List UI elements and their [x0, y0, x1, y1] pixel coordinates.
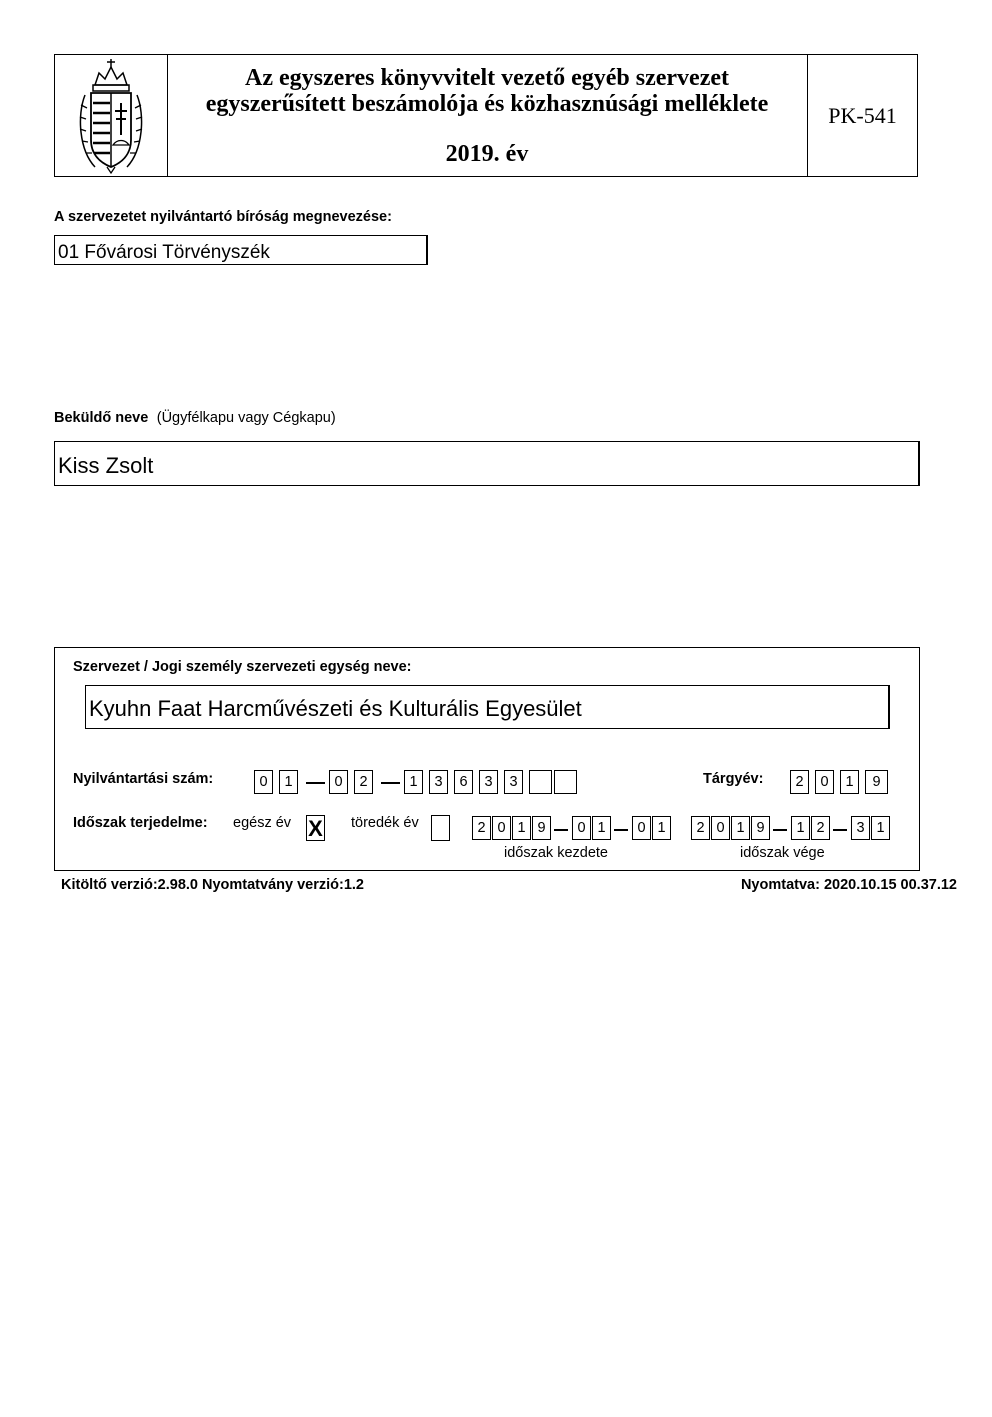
end-digit[interactable]: 9	[751, 816, 770, 840]
org-name-field[interactable]	[85, 685, 890, 729]
start-digit[interactable]: 1	[592, 816, 611, 840]
start-digit[interactable]: 0	[572, 816, 591, 840]
form-year: 2019. év	[445, 141, 529, 167]
reg-number-label: Nyilvántartási szám:	[73, 771, 214, 787]
end-digit[interactable]: 3	[851, 816, 870, 840]
date-separator	[554, 829, 568, 831]
start-digit[interactable]: 0	[632, 816, 651, 840]
sender-field[interactable]	[54, 441, 920, 486]
end-digit[interactable]: 1	[731, 816, 750, 840]
end-digit[interactable]: 1	[871, 816, 890, 840]
start-digit[interactable]: 1	[512, 816, 531, 840]
version-info: Kitöltő verzió:2.98.0 Nyomtatvány verzió:1.2	[61, 877, 364, 893]
form-header	[54, 54, 918, 177]
court-field[interactable]	[54, 235, 428, 265]
reg-digit[interactable]: 1	[404, 770, 423, 794]
year-label: Tárgyév:	[703, 771, 764, 787]
reg-digit[interactable]: 3	[479, 770, 498, 794]
year-digit[interactable]: 2	[790, 770, 809, 794]
sender-label-bold: Beküldő neve	[54, 410, 149, 426]
reg-digit[interactable]	[529, 770, 552, 794]
date-separator	[833, 829, 847, 831]
date-separator	[773, 829, 787, 831]
year-digit[interactable]: 0	[815, 770, 834, 794]
title-cell	[167, 55, 808, 176]
start-digit[interactable]: 2	[472, 816, 491, 840]
logo-cell	[55, 55, 168, 176]
org-name-value: Kyuhn Faat Harcművészeti és Kulturális Egyesület	[89, 696, 582, 721]
whole-year-checkbox[interactable]: X	[306, 815, 325, 841]
date-separator	[614, 829, 628, 831]
partial-year-label: töredék év	[351, 815, 419, 831]
whole-year-label: egész év	[233, 815, 292, 831]
sender-value: Kiss Zsolt	[58, 453, 154, 478]
end-digit[interactable]: 2	[811, 816, 830, 840]
print-timestamp: Nyomtatva: 2020.10.15 00.37.12	[740, 877, 957, 893]
reg-separator	[306, 782, 325, 784]
end-digit[interactable]: 1	[791, 816, 810, 840]
reg-digit[interactable]: 3	[504, 770, 523, 794]
reg-digit[interactable]	[554, 770, 577, 794]
reg-separator	[381, 782, 400, 784]
reg-digit[interactable]: 0	[254, 770, 273, 794]
partial-year-checkbox[interactable]	[431, 815, 450, 841]
reg-digit[interactable]: 3	[429, 770, 448, 794]
reg-digit[interactable]: 1	[279, 770, 298, 794]
year-digit[interactable]: 9	[865, 770, 888, 794]
reg-digit[interactable]: 0	[329, 770, 348, 794]
court-label: A szervezetet nyilvántartó bíróság megnevezése:	[54, 209, 392, 225]
start-digit[interactable]: 9	[532, 816, 551, 840]
year-digit[interactable]: 1	[840, 770, 859, 794]
start-digit[interactable]: 0	[492, 816, 511, 840]
period-end-caption: időszak vége	[740, 845, 825, 861]
form-title-line2: egyszerűsített beszámolója és közhasznúsági melléklete	[205, 91, 769, 117]
period-start-caption: időszak kezdete	[504, 845, 608, 861]
period-label: Időszak terjedelme:	[73, 815, 208, 831]
reg-digit[interactable]: 2	[354, 770, 373, 794]
form-code: PK-541	[828, 102, 897, 128]
court-value: 01 Fővárosi Törvényszék	[58, 242, 270, 263]
org-name-label: Szervezet / Jogi személy szervezeti egység neve:	[73, 659, 412, 675]
sender-label	[54, 409, 336, 427]
form-title-line1: Az egyszeres könyvvitelt vezető egyéb szervezet	[244, 65, 729, 91]
end-digit[interactable]: 0	[711, 816, 730, 840]
start-digit[interactable]: 1	[652, 816, 671, 840]
sender-label-hint: (Ügyfélkapu vagy Cégkapu)	[156, 410, 336, 426]
end-digit[interactable]: 2	[691, 816, 710, 840]
hungarian-coat-of-arms-icon	[55, 55, 167, 176]
reg-digit[interactable]: 6	[454, 770, 473, 794]
